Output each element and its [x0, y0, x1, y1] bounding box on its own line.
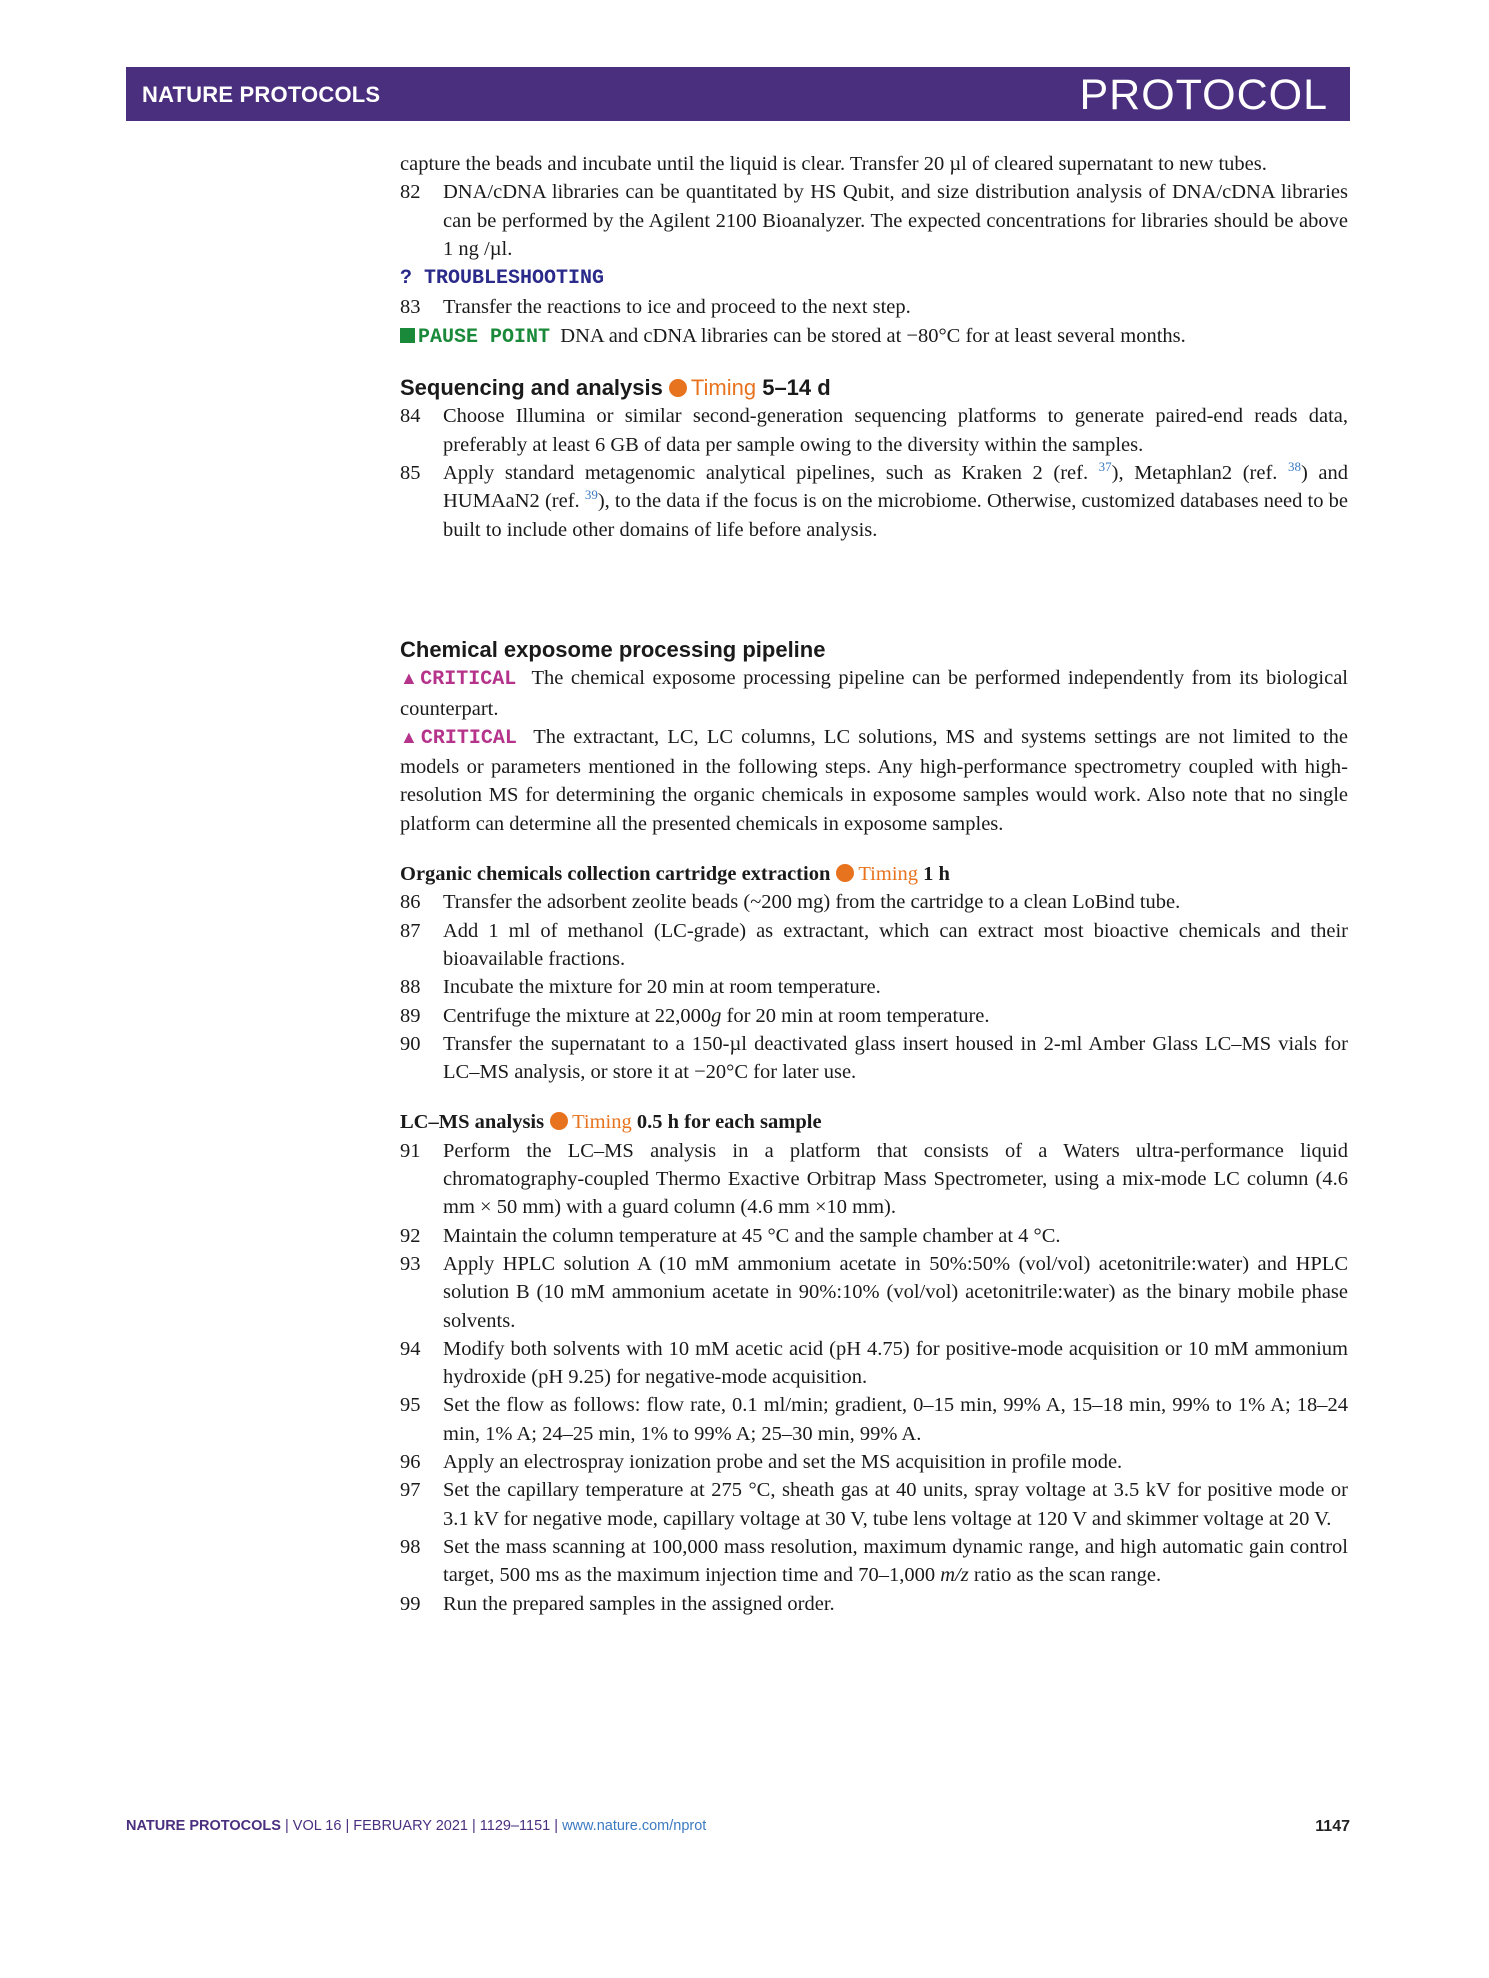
- section-heading-chemical: Chemical exposome processing pipeline: [400, 637, 826, 662]
- step-text-part: ) and HUMAaN2 (ref.: [443, 461, 1348, 513]
- step-number: 93: [400, 1252, 421, 1275]
- step-text: Transfer the adsorbent zeolite beads (~200 mg) from the cartridge to a clean LoBind tube.: [443, 891, 1181, 914]
- page-footer: [126, 1818, 1350, 1834]
- main-content: [400, 150, 1348, 566]
- step-82: [400, 178, 1348, 263]
- step-number: 94: [400, 1337, 421, 1360]
- step-text: DNA/cDNA libraries can be quantitated by HS Qubit, and size distribution analysis of DNA/cDNA libraries can be performed by the Agilent 2100 Bioanalyzer. The expected concentrations for libraries should be above 1 ng /µl.: [443, 181, 1348, 260]
- article-type: PROTOCOL: [1079, 71, 1328, 119]
- step-text: Choose Illumina or similar second-generation sequencing platforms to generate paired-end reads data, preferably at least 6 GB of data per sample owing to the diversity within the samples.: [443, 405, 1348, 456]
- step-89: [400, 1002, 1348, 1030]
- critical-triangle-icon: ▲: [400, 668, 421, 689]
- timing-value: 5–14 d: [762, 375, 831, 401]
- step-number: 96: [400, 1451, 421, 1474]
- step-text-italic: m/z: [940, 1564, 969, 1587]
- step-number: 91: [400, 1139, 421, 1162]
- section-heading-sequencing: [400, 374, 1348, 402]
- step-97: [400, 1476, 1348, 1533]
- step-text: Run the prepared samples in the assigned order.: [443, 1592, 835, 1615]
- footer-separator: |: [467, 1818, 480, 1834]
- step-text-part: Apply standard metagenomic analytical pipelines, such as Kraken 2 (ref.: [443, 461, 1089, 484]
- step-text: Apply an electrospray ionization probe and set the MS acquisition in profile mode.: [443, 1451, 1123, 1474]
- timing-label: Timing: [858, 863, 919, 886]
- page-number: 1147: [1315, 1818, 1350, 1835]
- pause-point: [400, 322, 1348, 352]
- step-85: [400, 459, 1348, 544]
- reference-39[interactable]: 39: [584, 487, 598, 503]
- step-text: Set the flow as follows: flow rate, 0.1 ml/min; gradient, 0–15 min, 99% A, 15–18 min, 99% to 1% A; 18–24 min, 1% A; 24–25 min, 1% to 99% A; 25–30 min, 99% A.: [443, 1394, 1348, 1445]
- step-text: [443, 459, 1348, 544]
- journal-name: NATURE PROTOCOLS: [142, 82, 381, 107]
- critical-triangle-icon: ▲: [400, 726, 421, 747]
- step-98: [400, 1533, 1348, 1590]
- chemical-section: [400, 636, 1348, 1618]
- step-number: 82: [400, 181, 421, 204]
- step-text-part: Centrifuge the mixture at 22,000: [443, 1004, 712, 1027]
- step-90: [400, 1030, 1348, 1087]
- step-94: [400, 1335, 1348, 1392]
- step-number: 84: [400, 405, 421, 428]
- step-96: [400, 1448, 1348, 1476]
- footer-volume: VOL 16: [292, 1818, 342, 1834]
- section-title: Sequencing and analysis: [400, 375, 663, 401]
- step-text: Transfer the supernatant to a 150-µl deactivated glass insert housed in 2-ml Amber Glass LC–MS vials for LC–MS analysis, or store it at −20°C for later use.: [443, 1032, 1348, 1084]
- troubleshooting-label: [400, 263, 1348, 293]
- step-number: 88: [400, 976, 421, 999]
- subsection-title: Organic chemicals collection cartridge extraction: [400, 863, 831, 886]
- step-number: 83: [400, 296, 421, 319]
- timing-dot-icon: [836, 864, 854, 882]
- step-number: 98: [400, 1535, 421, 1558]
- step-91: [400, 1137, 1348, 1222]
- timing-label: Timing: [690, 375, 757, 401]
- step-number: 92: [400, 1224, 421, 1247]
- step-text-italic: g: [711, 1004, 722, 1027]
- critical-text: The extractant, LC, LC columns, LC solutions, MS and systems settings are not limited to the models or parameters mentioned in the following steps. Any high-performance spectrometry coupled with high-resolution MS for determining the organic chemicals in exposome samples would work. Also note that no single platform can determine all the presented chemicals in exposome samples.: [400, 725, 1348, 835]
- footer-separator: |: [550, 1818, 563, 1834]
- step-text-part: ), Metaphlan2 (ref.: [1111, 461, 1278, 484]
- step-text: Modify both solvents with 10 mM acetic acid (pH 4.75) for positive-mode acquisition or 10 mM ammonium hydroxide (pH 9.25) for negative-mode acquisition.: [443, 1337, 1348, 1389]
- step-text: Perform the LC–MS analysis in a platform that consists of a Waters ultra-performance liquid chromatography-coupled Thermo Exactive Orbitrap Mass Spectrometer, using a mix-mode LC column (4.6 mm × 50 mm) with a guard column (4.6 mm ×10 mm).: [443, 1139, 1348, 1219]
- step-text: Incubate the mixture for 20 min at room temperature.: [443, 976, 881, 999]
- step-text-part: Set the mass scanning at 100,000 mass resolution, maximum dynamic range, and high automatic gain control target, 500 ms as the maximum injection time and 70–1,000: [443, 1535, 1348, 1587]
- reference-37[interactable]: 37: [1098, 459, 1112, 475]
- step-number: 87: [400, 919, 421, 942]
- timing-value: 0.5 h for each sample: [636, 1111, 822, 1134]
- step-86: [400, 888, 1348, 916]
- footer-date: FEBRUARY 2021: [353, 1818, 468, 1834]
- step-text: Apply HPLC solution A (10 mM ammonium acetate in 50%:50% (vol/vol) acetonitrile:water) and HPLC solution B (10 mM ammonium acetate in 90%:10% (vol/vol) acetonitrile:water) as the binary mobile phase solvents.: [443, 1252, 1348, 1332]
- timing-dot-icon: [669, 379, 687, 397]
- step-text: Add 1 ml of methanol (LC-grade) as extractant, which can extract most bioactive chemicals and their bioavailable fractions.: [443, 919, 1348, 970]
- step-95: [400, 1391, 1348, 1448]
- step-81-continuation: capture the beads and incubate until the liquid is clear. Transfer 20 µl of cleared supernatant to new tubes.: [400, 153, 1267, 175]
- pause-point-label: PAUSE POINT: [418, 325, 551, 349]
- critical-note-2: [400, 723, 1348, 838]
- critical-text: The chemical exposome processing pipeline can be performed independently from its biological counterpart.: [400, 667, 1348, 720]
- step-text: Transfer the reactions to ice and proceed to the next step.: [443, 296, 911, 319]
- footer-url-link[interactable]: www.nature.com/nprot: [562, 1818, 707, 1834]
- step-93: [400, 1250, 1348, 1335]
- reference-38[interactable]: 38: [1287, 459, 1301, 475]
- step-number: 85: [400, 461, 421, 484]
- step-text: Maintain the column temperature at 45 °C and the sample chamber at 4 °C.: [443, 1224, 1061, 1247]
- footer-journal: NATURE PROTOCOLS: [126, 1818, 281, 1834]
- step-number: 90: [400, 1032, 421, 1055]
- footer-separator: |: [341, 1818, 354, 1834]
- step-text: Set the capillary temperature at 275 °C, sheath gas at 40 units, spray voltage at 3.5 kV for positive mode or 3.1 kV for negative mode, capillary voltage at 30 V, tube lens voltage at 120 V and skimmer voltage at 20 V.: [443, 1479, 1348, 1530]
- subsection-title: LC–MS analysis: [400, 1111, 545, 1134]
- footer-pages: 1129–1151: [479, 1818, 551, 1834]
- step-text-part: ratio as the scan range.: [968, 1564, 1162, 1587]
- pause-square-icon: [400, 328, 415, 343]
- timing-dot-icon: [550, 1112, 568, 1130]
- step-number: 86: [400, 891, 421, 914]
- step-number: 99: [400, 1592, 421, 1615]
- subsection-heading-extraction: [400, 860, 1348, 888]
- timing-value: 1 h: [923, 863, 950, 886]
- troubleshooting-text: ? TROUBLESHOOTING: [400, 267, 605, 291]
- step-text: [443, 1002, 1348, 1030]
- journal-header-bar: [126, 67, 1350, 121]
- step-83: [400, 293, 1348, 321]
- subsection-heading-lcms: [400, 1108, 1348, 1136]
- step-text: [443, 1533, 1348, 1590]
- footer-separator: |: [280, 1818, 293, 1834]
- step-84: [400, 402, 1348, 459]
- critical-note-1: [400, 664, 1348, 723]
- step-92: [400, 1222, 1348, 1250]
- pause-point-text: DNA and cDNA libraries can be stored at −80°C for at least several months.: [560, 324, 1186, 347]
- step-number: 89: [400, 1004, 421, 1027]
- timing-label: Timing: [572, 1111, 632, 1134]
- step-number: 95: [400, 1394, 421, 1417]
- step-99: [400, 1590, 1348, 1618]
- critical-label: CRITICAL: [420, 668, 517, 692]
- step-87: [400, 917, 1348, 974]
- step-text-part: for 20 min at room temperature.: [721, 1004, 990, 1027]
- step-88: [400, 973, 1348, 1001]
- step-text-part: ), to the data if the focus is on the microbiome. Otherwise, customized databases need to be built to include other domains of life before analysis.: [443, 490, 1349, 541]
- step-number: 97: [400, 1479, 421, 1502]
- critical-label: CRITICAL: [420, 726, 517, 750]
